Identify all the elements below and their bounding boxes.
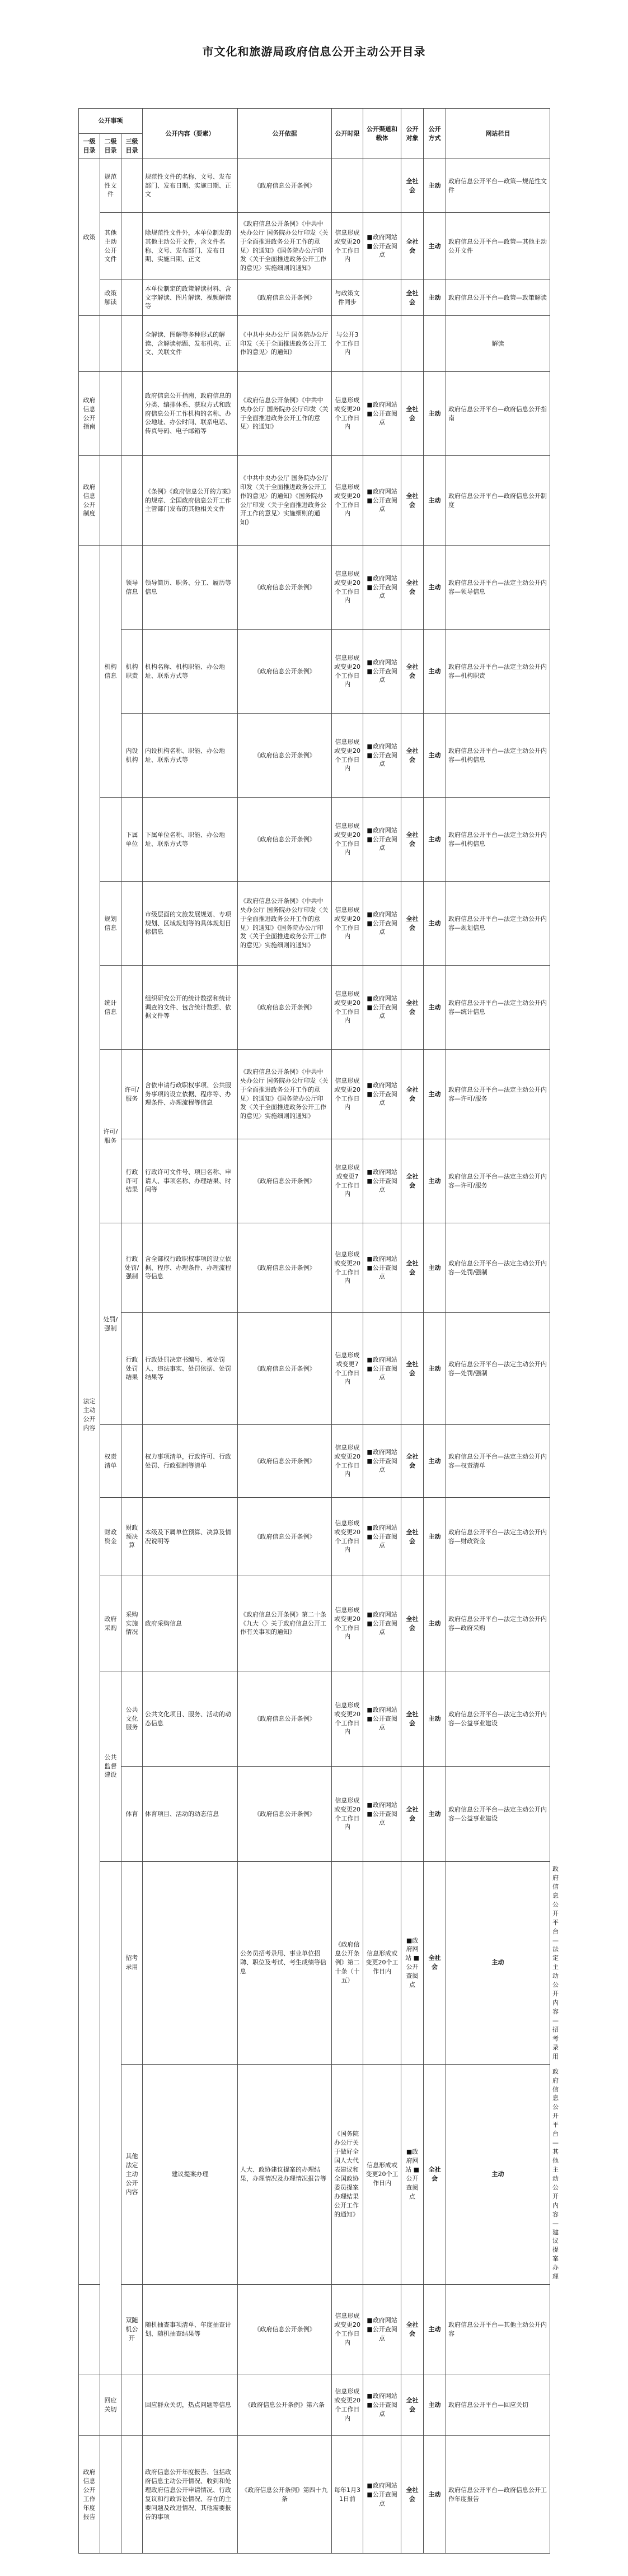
cell-url: 政府信息公开平台—回应关切 [446, 2374, 550, 2436]
cell-level2: 权责清单 [100, 1425, 121, 1498]
cell-period: 信息形成或变更20个工作日内 [332, 714, 363, 798]
header-basis: 公开依据 [238, 109, 332, 159]
cell-basis: 《政府信息公开条例》第六条 [238, 2374, 332, 2436]
header-url: 网站栏目 [446, 109, 550, 159]
cell-level2: 政策解读 [100, 280, 121, 316]
cell-carrier: ■政府网站 ■公开查阅点 [363, 1139, 401, 1223]
cell-content: 含依申请行政职权事项、公共服务事项的设立依据、程序等、办理条件、办理流程等信息 [143, 1050, 238, 1139]
cell-mode: 主动 [424, 213, 446, 280]
cell-object: 全社会 [401, 1223, 424, 1313]
cell-period: 信息形成或变更20个工作日内 [332, 1576, 363, 1671]
cell-period: 信息形成或变更20个工作日内 [332, 1050, 363, 1139]
cell-object: 全社会 [401, 546, 424, 630]
cell-content: 公务员招考录用、事业单位招聘、职位及考试、考生成绩等信息 [238, 1862, 332, 2065]
cell-basis: 《中共中央办公厅 国务院办公厅印发〈关于全面推进政务公开工作的意见〉的通知》 [238, 316, 332, 372]
cell-url: 政府信息公开平台—政策—其他主动公开文件 [446, 213, 550, 280]
cell-object: 全社会 [401, 280, 424, 316]
cell-level3: 双随机公开 [121, 2285, 143, 2374]
catalog-table: 公开事项 公开内容（要素） 公开依据 公开时限 公开渠道和载体 公开对象 公开方式 网站栏目 一级目录 二级目录 三级目录 政策 规范性文件 规范性文件的名称、文号、发布部门、发布日期、实施日期、正文 《政府信息公开条例》 全社会 主动 政府信息公开平台—政策—规范性文件 其他主动公开文件 除规范性文件外，本单位制发的其他主动公开文件，含文件名称、文号、发布部门、发布日期、实施日期、正文 《政府信息公开条例》《中共中央办公厅 国务院办公厅印发〈关于全面推进政务公开工作的意见〉的通知》《国务院办公厅印发〈关于全面推进政务公开工作的意见〉实施细则的通知》 信息形成或变更20个工作日内 ■政府网站 ■公开查阅点 全社会 主动 政府信息公开平台—政策—其他主动公开文件 政策解读 本单位制定的政策解读材料、含文字解读、图片解读、视频解读等 《政府信息公开条例》 与政策文件同步 全社会 主动 政府信息公开平台—政策—政策解读 全解读、图解等多种形式的解读、含解读标题、发布机构、正文、关联文件 《中共中央办公厅 国务院办公厅印发〈关于全面推进政务公开工作的意见〉的通知》 与公开3个工作日内 解读 政府信息公开指南 政府信息公开指南，政府信息的分类、编排体系、获取方式和政府信息公开工作机构的名称、办公地址、办公时间、联系电话、传真号码、电子邮箱等 《政府信息公开条例》《中共中央办公厅 国务院办公厅印发〈关于全面推进政务公开工作的意见〉的通知》 信息形成或变更20个工作日内 ■政府网站 ■公开查阅点 全社会 主动 政府信息公开平台—政府信息公开指南 政府信息公开制度 《条例》《政府信息公开的方案》的规章、全国政府信息公开工作主管部门发布的其他相关文件 《中共中央办公厅 国务院办公厅印发〈关于全面推进政务公开工作的意见〉的通知》《国务院办公厅印发〈关于全面推进政务公开工作的意见〉实施细则的通知》 信息形成或变更20个工作日内 ■政府网站 ■公开查阅点 全社会 主动 政府信息公开平台—政府信息公开制度 法定主动公开内容 机构信息 领导信息 领导简历、职务、分工、履历等信息 《政府信息公开条例》 信息形成或变更20个工作日内 ■政府网站 ■公开查阅点 全社会 主动 政府信息公开平台—法定主动公开内容—领导信息 机构职责 机构名称、机构职能、办公地址、联系方式等 《政府信息公开条例》 信息形成或变更20个工作日内 ■政府网站 ■公开查阅点 全社会 主动 政府信息公开平台—法定主动公开内容—机构职责 内设机构 内设机构名称、职能、办公地址、联系方式等 《政府信息公开条例》 信息形成或变更20个工作日内 ■政府网站 ■公开查阅点 全社会 主动 政府信息公开平台—法定主动公开内容—机构信息 下属单位 下属单位名称、职能、办公地址、联系方式等 《政府信息公开条例》 信息形成或变更20个工作日内 ■政府网站 ■公开查阅点 全社会 主动 政府信息公开平台—法定主动公开内容—机构信息 规划信息 市级层面的文旅发展规划、专项规划、区域规划等的具体规划目标信息 《政府信息公开条例》《中共中央办公厅 国务院办公厅印发〈关于全面推进政务公开工作的意见〉的通知》《国务院办公厅印发〈关于全面推进政务公开工作的意见〉实施细则的通知》 信息形成或变更20个工作日内 ■政府网站 ■公开查阅点 全社会 主动 政府信息公开平台—法定主动公开内容—规划信息 统计信息 组织研究公开的统计数据和统计调查的文件、包含统计数据、依据文件等 《政府信息公开条例》 信息形成或变更20个工作日内 ■政府网站 ■公开查阅点 全社会 主动 政府信息公开平台—法定主动公开内容—统计信息 许可/服务 许可/服务 含依申请行政职权事项、公共服务事项的设立依据、程序等、办理条件、办理流程等信息 《政府信息公开条例》《中共中央办公厅 国务院办公厅印发〈关于全面推进政务公开工作的意见〉的通知》《国务院办公厅印发〈关于全面推进政务公开工作的意见〉实施细则的通知》 信息形成或变更20个工作日内 ■政府网站 ■公开查阅点 全社会 主动 政府信息公开平台—法定主动公开内容—许可/服务 行政许可结果 行政许可文件号、项目名称、申请人、事项名称、办理结果、时间等 《政府信息公开条例》 信息形成或变更7个工作日内 ■政府网站 ■公开查阅点 全社会 主动 政府信息公开平台—法定主动公开内容—许可/服务 处罚/强制 行政处罚/强制 含全部权行政职权事项的设立依据、程序、办理条件、办理流程等信息 《政府信息公开条例》 信息形成或变更20个工作日内 ■政府网站 ■公开查阅点 全社会 主动 政府信息公开平台—法定主动公开内容—处罚/强制 行政处罚结果 行政处罚决定书编号、被处罚人、违法事实、处罚依据、处罚结果等 《政府信息公开条例》 信息形成或变更7个工作日内 ■政府网站 ■公开查阅点 全社会 主动 政府信息公开平台—法定主动公开内容—处罚/强制 权责清单 权力事项清单，行政许可、行政处罚、行政强制等清单 《政府信息公开条例》 信息形成或变更20个工作日内 ■政府网站 ■公开查阅点 全社会 主动 政府信息公开平台—法定主动公开内容—权责清单 财政资金 财政预决算 本级及下属单位预算、决算及情况说明等 《政府信息公开条例》 信息形成或变更20个工作日内 ■政府网站 ■公开查阅点 全社会 主动 政府信息公开平台—法定主动公开内容—财政资金 政府采购 采购实施情况 政府采购信息 《政府信息公开条例》第二十条《九大〈〉关于政府信息公开工作有关事项的通知》 信息形成或变更20个工作日内 ■政府网站 ■公开查阅点 全社会 主动 政府信息公开平台—法定主动公开内容—政府采购 公共监督建设 公共文化服务 公共文化项目、服务、活动的动态信息 《政府信息公开条例》 信息形成或变更20个工作日内 ■政府网站 ■公开查阅点 全社会 主动 政府信息公开平台—法定主动公开内容—公益事业建设 体育 体育项目、活动的动态信息 《政府信息公开条例》 信息形成或变更20个工作日内 ■政府网站 ■公开查阅点 全社会 主动 政府信息公开平台—法定主动公开内容—公益事业建设 招考录用 公务员招考录用、事业单位招聘、职位及考试、考生成绩等信息 《政府信息公开条例》第二十条（十五） 信息形成或变更20个工作日内 ■政府网站 ■公开查阅点 全社会 主动 政府信息公开平台—法定主动公开内容—招考录用 其他法定主动公开内容 建议提案办理 人大、政协建议提案的办理结果，办理情况及办理情况报告等 《国务院办公厅关于做好全国人大代表建议和全国政协委员提案办理结果公开工作的通知》 信息形成或变更20个工作日内 ■政府网站 ■公开查阅点 全社会 主动 政府信息公开平台—其他主动公开内容—建议提案办理 双随机公开 随机抽查事项清单、年度抽查计划、随机抽查结果等 《政府信息公开条例》 信息形成或变更20个工作日内 ■政府网站 ■公开查阅点 全社会 主动 政府信息公开平台—其他主动公开内容 回应关切 回应群众关切，热点问题等信息 《政府信息公开条例》第六条 信息形成或变更20个工作日内 ■政府网站 ■公开查阅点 全社会 主动 政府信息公开平台—回应关切 政府信息公开工作年度报告 政府信息公开年度报告、包括政府信息主动公开情况、收到和处理政府信息公开申请情况、行政复议和行政诉讼情况、存在的主要问题及改进情况、其他需要报告的事项 《政府信息公开条例》第四十九条 每年1月31日前 ■政府网站 ■公开查阅点 全社会 主动 政府信息公开平台—政府信息公开工作年度报告 [78, 108, 550, 2554]
cell-content: 政府信息公开指南，政府信息的分类、编排体系、获取方式和政府信息公开工作机构的名称、办公地址、办公时间、联系电话、传真号码、电子邮箱等 [143, 372, 238, 456]
cell-object: 全社会 [401, 1050, 424, 1139]
cell-content: 内设机构名称、职能、办公地址、联系方式等 [143, 714, 238, 798]
cell-mode: 主动 [446, 1862, 550, 2065]
cell-content: 随机抽查事项清单、年度抽查计划、随机抽查结果等 [143, 2285, 238, 2374]
cell-period: 信息形成或变更20个工作日内 [332, 1498, 363, 1576]
cell-content: 全解读、图解等多种形式的解读、含解读标题、发布机构、正文、关联文件 [143, 316, 238, 372]
cell-content: 除规范性文件外，本单位制发的其他主动公开文件，含文件名称、文号、发布部门、发布日期、实施日期、正文 [143, 213, 238, 280]
cell-level3: 机构职责 [121, 630, 143, 714]
cell-basis: 《政府信息公开条例》第二十条（十五） [332, 1862, 363, 2065]
cell-basis: 《政府信息公开条例》第四十九条 [238, 2436, 332, 2554]
cell-carrier: ■政府网站 ■公开查阅点 [363, 630, 401, 714]
cell-basis: 《政府信息公开条例》《中共中央办公厅 国务院办公厅印发〈关于全面推进政务公开工作的意见〉的通知》《国务院办公厅印发〈关于全面推进政务公开工作的意见〉实施细则的通知》 [238, 1050, 332, 1139]
cell-level3: 公共文化服务 [121, 1671, 143, 1767]
cell-carrier: ■政府网站 ■公开查阅点 [363, 966, 401, 1050]
header-carrier: 公开渠道和载体 [363, 109, 401, 159]
cell-object: 全社会 [401, 1576, 424, 1671]
cell-level2: 处罚/强制 [100, 1223, 121, 1425]
cell-level3: 财政预决算 [121, 1498, 143, 1576]
cell-carrier: ■政府网站 ■公开查阅点 [363, 1313, 401, 1425]
cell-object: 全社会 [401, 159, 424, 213]
cell-url: 政府信息公开平台—政府信息公开工作年度报告 [446, 2436, 550, 2554]
cell-object: 全社会 [401, 1498, 424, 1576]
cell-content: 权力事项清单，行政许可、行政处罚、行政强制等清单 [143, 1425, 238, 1498]
cell-basis: 《中共中央办公厅 国务院办公厅印发〈关于全面推进政务公开工作的意见〉的通知》《国务院办公厅印发〈关于全面推进政务公开工作的意见〉实施细则的通知》 [238, 456, 332, 546]
cell-level3: 许可/服务 [121, 1050, 143, 1139]
header-period: 公开时限 [332, 109, 363, 159]
cell-carrier [363, 159, 401, 213]
cell-carrier: ■政府网站 ■公开查阅点 [363, 1767, 401, 1862]
cell-level3: 行政处罚结果 [121, 1313, 143, 1425]
cell-period: 信息形成或变更20个工作日内 [332, 2374, 363, 2436]
header-object: 公开对象 [401, 109, 424, 159]
cell-content: 市级层面的文旅发展规划、专项规划、区域规划等的具体规划目标信息 [143, 882, 238, 966]
cell-level2: 规范性文件 [100, 159, 121, 213]
cell-object: 全社会 [401, 1313, 424, 1425]
cell-mode: 主动 [424, 372, 446, 456]
cell-period: 与公开3个工作日内 [332, 316, 363, 372]
cell-object: 全社会 [401, 2436, 424, 2554]
cell-object: 全社会 [401, 1671, 424, 1767]
cell-carrier: ■政府网站 ■公开查阅点 [363, 546, 401, 630]
cell-url: 政府信息公开平台—法定主动公开内容—处罚/强制 [446, 1313, 550, 1425]
cell-object: 全社会 [401, 630, 424, 714]
cell-level1: 法定主动公开内容 [79, 546, 100, 2285]
cell-period: 信息形成或变更20个工作日内 [363, 1862, 401, 2065]
cell-object: 全社会 [401, 2285, 424, 2374]
cell-period: 信息形成或变更20个工作日内 [332, 1425, 363, 1498]
cell-level2: 规划信息 [100, 882, 121, 966]
cell-period: 信息形成或变更20个工作日内 [363, 2064, 401, 2285]
cell-url: 政府信息公开平台—政府信息公开指南 [446, 372, 550, 456]
cell-level1 [100, 1862, 121, 2374]
cell-level3: 领导信息 [121, 546, 143, 630]
cell-object: 全社会 [424, 1862, 446, 2065]
cell-url: 政府信息公开平台—法定主动公开内容—处罚/强制 [446, 1223, 550, 1313]
cell-object: 全社会 [401, 1425, 424, 1498]
cell-basis: 《政府信息公开条例》《中共中央办公厅 国务院办公厅印发〈关于全面推进政务公开工作的意见〉的通知》 [238, 372, 332, 456]
cell-content: 含全部权行政职权事项的设立依据、程序、办理条件、办理流程等信息 [143, 1223, 238, 1313]
cell-period: 信息形成或变更20个工作日内 [332, 798, 363, 882]
cell-object: 全社会 [401, 1767, 424, 1862]
cell-level2: 公共监督建设 [100, 1671, 121, 1862]
cell-url: 政府信息公开平台—法定主动公开内容—财政资金 [446, 1498, 550, 1576]
cell-basis: 《政府信息公开条例》 [238, 1671, 332, 1767]
cell-level3: 行政许可结果 [121, 1139, 143, 1223]
cell-basis: 《政府信息公开条例》《中共中央办公厅 国务院办公厅印发〈关于全面推进政务公开工作的意见〉的通知》《国务院办公厅印发〈关于全面推进政务公开工作的意见〉实施细则的通知》 [238, 213, 332, 280]
cell-content: 回应群众关切，热点问题等信息 [143, 2374, 238, 2436]
cell-url: 政府信息公开平台—法定主动公开内容—统计信息 [446, 966, 550, 1050]
cell-level1: 政府信息公开指南 [79, 372, 100, 456]
cell-url: 政府信息公开平台—法定主动公开内容—领导信息 [446, 546, 550, 630]
cell-level2: 其他法定主动公开内容 [121, 2064, 143, 2285]
cell-basis: 《政府信息公开条例》《中共中央办公厅 国务院办公厅印发〈关于全面推进政务公开工作的意见〉的通知》《国务院办公厅印发〈关于全面推进政务公开工作的意见〉实施细则的通知》 [238, 882, 332, 966]
cell-basis: 《政府信息公开条例》第二十条《九大〈〉关于政府信息公开工作有关事项的通知》 [238, 1576, 332, 1671]
cell-carrier: ■政府网站 ■公开查阅点 [363, 2374, 401, 2436]
cell-period: 信息形成或变更20个工作日内 [332, 1223, 363, 1313]
cell-content: 行政许可文件号、项目名称、申请人、事项名称、办理结果、时间等 [143, 1139, 238, 1223]
cell-object: 全社会 [401, 714, 424, 798]
cell-carrier: ■政府网站 ■公开查阅点 [363, 1050, 401, 1139]
cell-level3: 下属单位 [121, 798, 143, 882]
cell-basis: 《政府信息公开条例》 [238, 714, 332, 798]
cell-url: 政府信息公开平台—法定主动公开内容—机构职责 [446, 630, 550, 714]
cell-period: 信息形成或变更20个工作日内 [332, 1767, 363, 1862]
cell-mode: 主动 [424, 1425, 446, 1498]
cell-carrier: ■政府网站 ■公开查阅点 [363, 798, 401, 882]
cell-mode: 主动 [446, 2064, 550, 2285]
cell-mode: 主动 [424, 2374, 446, 2436]
cell-basis: 《政府信息公开条例》 [238, 630, 332, 714]
cell-url: 政府信息公开平台—法定主动公开内容—许可/服务 [446, 1139, 550, 1223]
cell-level2: 政府采购 [100, 1576, 121, 1671]
cell-period: 信息形成或变更20个工作日内 [332, 546, 363, 630]
cell-object: 全社会 [401, 798, 424, 882]
cell-level1: 政策 [79, 159, 100, 316]
cell-url: 政府信息公开平台—法定主动公开内容—公益事业建设 [446, 1671, 550, 1767]
cell-mode: 主动 [424, 714, 446, 798]
cell-object: 全社会 [424, 2064, 446, 2285]
cell-basis: 《政府信息公开条例》 [238, 966, 332, 1050]
cell-period: 信息形成或变更20个工作日内 [332, 966, 363, 1050]
cell-carrier: ■政府网站 ■公开查阅点 [363, 372, 401, 456]
cell-url: 政府信息公开平台—法定主动公开内容—许可/服务 [446, 1050, 550, 1139]
cell-basis: 《政府信息公开条例》 [238, 280, 332, 316]
cell-url: 政府信息公开平台—法定主动公开内容—政府采购 [446, 1576, 550, 1671]
cell-content: 体育项目、活动的动态信息 [143, 1767, 238, 1862]
header-level1: 一级目录 [79, 134, 100, 159]
cell-level3: 建议提案办理 [143, 2064, 238, 2285]
header-level2: 二级目录 [100, 134, 121, 159]
cell-carrier: ■政府网站 ■公开查阅点 [401, 1862, 424, 2065]
cell-carrier: ■政府网站 ■公开查阅点 [363, 714, 401, 798]
cell-content: 下属单位名称、职能、办公地址、联系方式等 [143, 798, 238, 882]
cell-carrier: ■政府网站 ■公开查阅点 [363, 2436, 401, 2554]
cell-carrier: ■政府网站 ■公开查阅点 [363, 456, 401, 546]
cell-basis: 《国务院办公厅关于做好全国人大代表建议和全国政协委员提案办理结果公开工作的通知》 [332, 2064, 363, 2285]
cell-mode: 主动 [424, 159, 446, 213]
cell-url: 政府信息公开平台—法定主动公开内容—机构信息 [446, 714, 550, 798]
cell-mode: 主动 [424, 1050, 446, 1139]
cell-mode: 主动 [424, 1139, 446, 1223]
cell-period: 信息形成或变更20个工作日内 [332, 456, 363, 546]
header-content: 公开内容（要素） [143, 109, 238, 159]
cell-period: 信息形成或变更20个工作日内 [332, 882, 363, 966]
cell-basis: 《政府信息公开条例》 [238, 546, 332, 630]
cell-level1: 政府信息公开工作年度报告 [79, 2436, 100, 2554]
cell-period: 信息形成或变更7个工作日内 [332, 1139, 363, 1223]
cell-period: 每年1月31日前 [332, 2436, 363, 2554]
cell-mode: 主动 [424, 798, 446, 882]
header-level3: 三级目录 [121, 134, 143, 159]
cell-level2: 财政资金 [100, 1498, 121, 1576]
cell-carrier: ■政府网站 ■公开查阅点 [363, 1671, 401, 1767]
cell-level3: 采购实施情况 [121, 1576, 143, 1671]
cell-mode: 主动 [424, 630, 446, 714]
cell-mode: 主动 [424, 456, 446, 546]
cell-url: 政府信息公开平台—政策—政策解读 [446, 280, 550, 316]
cell-content: 规范性文件的名称、文号、发布部门、发布日期、实施日期、正文 [143, 159, 238, 213]
cell-level2: 许可/服务 [100, 1050, 121, 1223]
cell-basis: 《政府信息公开条例》 [238, 1313, 332, 1425]
cell-mode: 主动 [424, 2436, 446, 2554]
cell-mode: 主动 [424, 966, 446, 1050]
cell-carrier: ■政府网站 ■公开查阅点 [363, 882, 401, 966]
cell-period: 信息形成或变更20个工作日内 [332, 2285, 363, 2374]
page-title: 市文化和旅游局政府信息公开主动公开目录 [202, 45, 426, 58]
cell-period: 信息形成或变更20个工作日内 [332, 213, 363, 280]
cell-content: 《条例》《政府信息公开的方案》的规章、全国政府信息公开工作主管部门发布的其他相关文件 [143, 456, 238, 546]
cell-object: 全社会 [401, 456, 424, 546]
cell-content: 组织研究公开的统计数据和统计调查的文件、包含统计数据、依据文件等 [143, 966, 238, 1050]
cell-content: 公共文化项目、服务、活动的动态信息 [143, 1671, 238, 1767]
cell-period: 信息形成或变更7个工作日内 [332, 1313, 363, 1425]
header-mode: 公开方式 [424, 109, 446, 159]
cell-period [332, 159, 363, 213]
cell-url: 政府信息公开平台—法定主动公开内容—权责清单 [446, 1425, 550, 1498]
cell-mode: 主动 [424, 1767, 446, 1862]
cell-period: 信息形成或变更20个工作日内 [332, 372, 363, 456]
cell-level2: 招考录用 [121, 1862, 143, 2065]
cell-content: 本级及下属单位预算、决算及情况说明等 [143, 1498, 238, 1576]
cell-content: 政府信息公开年度报告、包括政府信息主动公开情况、收到和处理政府信息公开申请情况、行政复议和行政诉讼情况、存在的主要问题及改进情况、其他需要报告的事项 [143, 2436, 238, 2554]
header-matter: 公开事项 [79, 109, 143, 134]
cell-mode: 主动 [424, 2285, 446, 2374]
cell-mode: 主动 [424, 1671, 446, 1767]
cell-level2: 回应关切 [100, 2374, 121, 2436]
cell-url: 政府信息公开平台—法定主动公开内容—公益事业建设 [446, 1767, 550, 1862]
cell-mode: 主动 [424, 1576, 446, 1671]
cell-carrier: ■政府网站 ■公开查阅点 [363, 1223, 401, 1313]
cell-content: 本单位制定的政策解读材料、含文字解读、图片解读、视频解读等 [143, 280, 238, 316]
cell-level2: 其他主动公开文件 [100, 213, 121, 280]
cell-object: 全社会 [401, 966, 424, 1050]
cell-object: 全社会 [401, 1139, 424, 1223]
cell-carrier: ■政府网站 ■公开查阅点 [363, 1498, 401, 1576]
cell-object: 全社会 [401, 213, 424, 280]
cell-content: 机构名称、机构职能、办公地址、联系方式等 [143, 630, 238, 714]
cell-mode: 主动 [424, 280, 446, 316]
cell-carrier: ■政府网站 ■公开查阅点 [363, 1576, 401, 1671]
cell-period: 信息形成或变更20个工作日内 [332, 630, 363, 714]
cell-content: 行政处罚决定书编号、被处罚人、违法事实、处罚依据、处罚结果等 [143, 1313, 238, 1425]
cell-period: 信息形成或变更20个工作日内 [332, 1671, 363, 1767]
cell-basis: 《政府信息公开条例》 [238, 1139, 332, 1223]
cell-basis: 《政府信息公开条例》 [238, 798, 332, 882]
cell-carrier: ■政府网站 ■公开查阅点 [401, 2064, 424, 2285]
cell-url: 政府信息公开平台—政府信息公开制度 [446, 456, 550, 546]
cell-url: 政府信息公开平台—法定主动公开内容—规划信息 [446, 882, 550, 966]
cell-mode: 主动 [424, 1498, 446, 1576]
cell-url: 解读 [446, 316, 550, 372]
cell-basis: 《政府信息公开条例》 [238, 1223, 332, 1313]
cell-mode: 主动 [424, 1223, 446, 1313]
cell-basis: 《政府信息公开条例》 [238, 159, 332, 213]
cell-url: 政府信息公开平台—其他主动公开内容 [446, 2285, 550, 2374]
cell-basis: 《政府信息公开条例》 [238, 1498, 332, 1576]
cell-level2: 统计信息 [100, 966, 121, 1050]
cell-url: 政府信息公开平台—政策—规范性文件 [446, 159, 550, 213]
cell-level2: 机构信息 [100, 546, 121, 798]
cell-object: 全社会 [401, 2374, 424, 2436]
cell-level1: 政府信息公开制度 [79, 456, 100, 546]
cell-level3: 行政处罚/强制 [121, 1223, 143, 1313]
cell-url: 政府信息公开平台—法定主动公开内容—机构信息 [446, 798, 550, 882]
cell-carrier: ■政府网站 ■公开查阅点 [363, 1425, 401, 1498]
cell-mode: 主动 [424, 882, 446, 966]
cell-basis: 《政府信息公开条例》 [238, 2285, 332, 2374]
cell-level3: 体育 [121, 1767, 143, 1862]
cell-carrier: ■政府网站 ■公开查阅点 [363, 2285, 401, 2374]
cell-period: 与政策文件同步 [332, 280, 363, 316]
cell-content: 人大、政协建议提案的办理结果，办理情况及办理情况报告等 [238, 2064, 332, 2285]
cell-carrier: ■政府网站 ■公开查阅点 [363, 213, 401, 280]
cell-content: 政府采购信息 [143, 1576, 238, 1671]
cell-mode: 主动 [424, 546, 446, 630]
cell-object: 全社会 [401, 372, 424, 456]
cell-basis: 《政府信息公开条例》 [238, 1767, 332, 1862]
cell-object: 全社会 [401, 882, 424, 966]
cell-basis: 《政府信息公开条例》 [238, 1425, 332, 1498]
cell-mode: 主动 [424, 1313, 446, 1425]
cell-level3: 内设机构 [121, 714, 143, 798]
cell-content: 领导简历、职务、分工、履历等信息 [143, 546, 238, 630]
